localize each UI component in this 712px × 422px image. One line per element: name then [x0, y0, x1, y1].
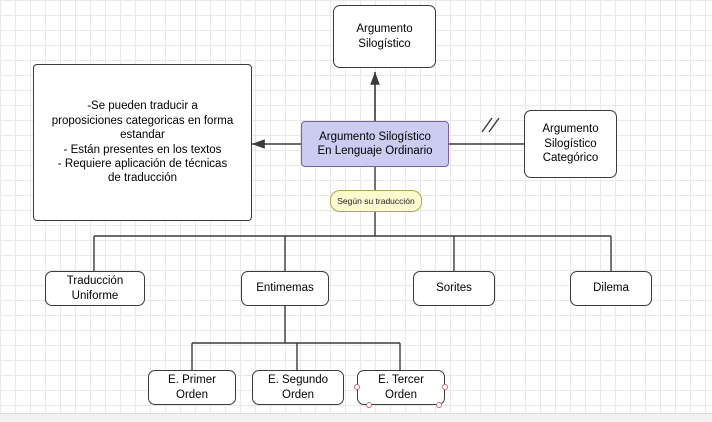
- node-sorites[interactable]: [413, 271, 495, 306]
- edge-label-text: Según su traducción: [337, 195, 415, 206]
- node-note-traduccion[interactable]: [33, 64, 252, 221]
- note-line-2: proposiciones categoricas en forma: [51, 114, 234, 127]
- note-line-3: estandar: [120, 129, 165, 142]
- node-line-1: E. Segundo: [267, 374, 329, 387]
- node-argumento-silogistico-categorico[interactable]: [524, 110, 617, 178]
- note-line-5: - Requiere aplicación de técnicas: [57, 157, 228, 170]
- node-root-argumento-lenguaje-ordinario[interactable]: [301, 121, 449, 167]
- node-argumento-silogistico[interactable]: [333, 5, 436, 68]
- node-line-1: Argumento Silogístico: [319, 130, 431, 143]
- node-line-2: Silogístico: [358, 37, 411, 50]
- node-line-2: Orden: [176, 388, 208, 401]
- node-line-2: Uniforme: [71, 289, 119, 302]
- resize-handle-bottom-right[interactable]: [436, 402, 442, 408]
- node-e-tercer-orden[interactable]: [357, 370, 445, 405]
- note-line-1: -Se pueden traducir a: [87, 100, 198, 113]
- node-dilema[interactable]: [570, 271, 652, 306]
- note-line-4: - Están presentes en los textos: [63, 143, 222, 156]
- node-line-1: Argumento: [356, 23, 413, 36]
- edge-label-segun-su-traduccion[interactable]: [330, 190, 422, 212]
- node-line-1: Dilema: [593, 282, 629, 295]
- resize-handle-top-right[interactable]: [442, 384, 448, 390]
- node-line-2: Orden: [282, 388, 314, 401]
- resize-handle-top-left[interactable]: [354, 384, 360, 390]
- node-line-3: Categórico: [542, 152, 599, 165]
- node-line-1: Argumento: [542, 123, 599, 136]
- node-line-1: Sorites: [436, 282, 472, 295]
- node-line-1: Traducción: [66, 275, 124, 288]
- node-line-2: Silogístico: [544, 137, 597, 150]
- node-line-2: En Lenguaje Ordinario: [317, 145, 433, 157]
- node-line-1: E. Primer: [168, 374, 216, 387]
- node-line-1: E. Tercer: [378, 374, 424, 387]
- bottom-strip: [0, 413, 712, 422]
- node-line-2: Orden: [385, 388, 417, 401]
- node-line-1: Entimemas: [256, 282, 314, 295]
- note-line-6: de traducción: [107, 172, 178, 185]
- node-entimemas[interactable]: [241, 271, 329, 306]
- node-e-primer-orden[interactable]: [148, 370, 236, 405]
- node-traduccion-uniforme[interactable]: [45, 271, 145, 306]
- node-e-segundo-orden[interactable]: [252, 370, 344, 405]
- resize-handle-bottom-left[interactable]: [366, 402, 372, 408]
